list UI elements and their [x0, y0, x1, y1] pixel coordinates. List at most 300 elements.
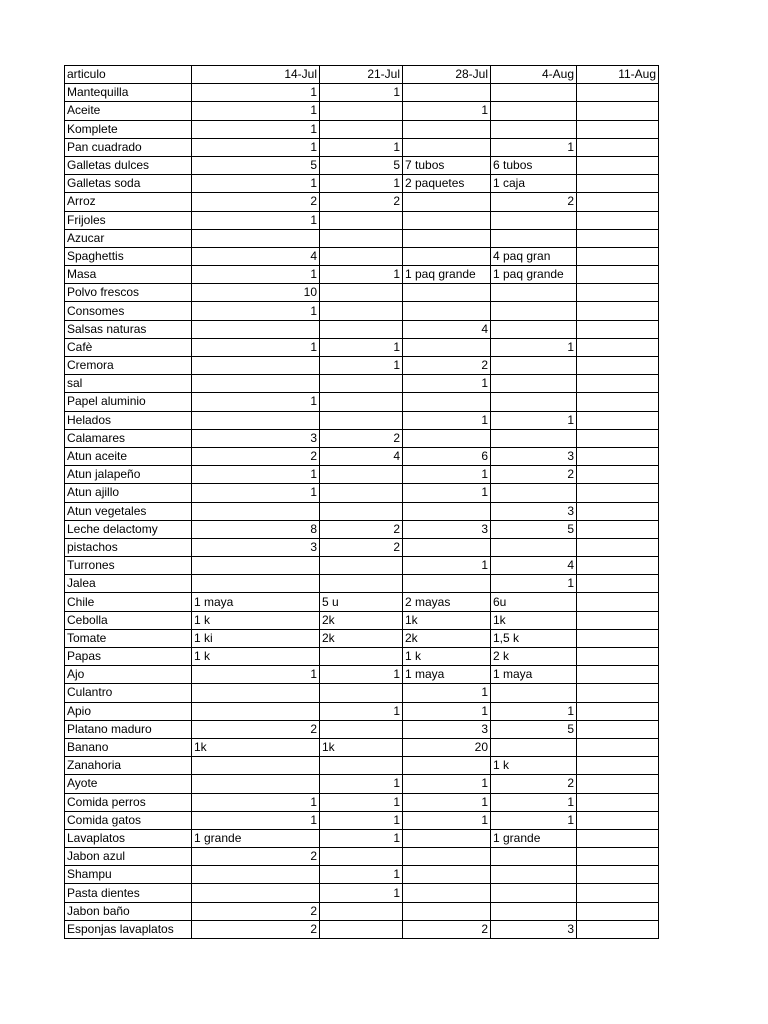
item-name-cell[interactable]: Banano	[65, 738, 192, 756]
quantity-cell[interactable]: 3	[192, 538, 320, 556]
quantity-cell[interactable]	[577, 848, 659, 866]
quantity-cell[interactable]	[577, 720, 659, 738]
quantity-cell[interactable]: 1 grande	[491, 829, 577, 847]
item-name-cell[interactable]: Masa	[65, 266, 192, 284]
quantity-cell[interactable]: 4	[403, 320, 491, 338]
quantity-cell[interactable]: 1 grande	[192, 829, 320, 847]
quantity-cell[interactable]: 2	[491, 193, 577, 211]
quantity-cell[interactable]: 1	[403, 484, 491, 502]
quantity-cell[interactable]: 1	[192, 393, 320, 411]
quantity-cell[interactable]: 6 tubos	[491, 156, 577, 174]
quantity-cell[interactable]	[577, 84, 659, 102]
quantity-cell[interactable]: 2	[320, 193, 403, 211]
table-row	[65, 538, 659, 556]
quantity-cell[interactable]	[491, 302, 577, 320]
quantity-cell[interactable]: 3	[403, 720, 491, 738]
quantity-cell[interactable]: 1	[320, 357, 403, 375]
quantity-cell[interactable]	[577, 629, 659, 647]
quantity-cell[interactable]: 1	[403, 775, 491, 793]
quantity-cell[interactable]	[491, 284, 577, 302]
quantity-cell[interactable]	[320, 684, 403, 702]
quantity-cell[interactable]	[192, 229, 320, 247]
quantity-cell[interactable]	[403, 429, 491, 447]
item-name-cell[interactable]: Lavaplatos	[65, 829, 192, 847]
item-name-cell[interactable]: Consomes	[65, 302, 192, 320]
quantity-cell[interactable]: 1	[403, 466, 491, 484]
quantity-cell[interactable]	[577, 375, 659, 393]
quantity-cell[interactable]: 6u	[491, 593, 577, 611]
quantity-cell[interactable]: 1	[192, 84, 320, 102]
item-name-cell[interactable]: Jalea	[65, 575, 192, 593]
quantity-cell[interactable]: 1	[320, 266, 403, 284]
quantity-cell[interactable]: 1k	[192, 738, 320, 756]
quantity-cell[interactable]	[577, 738, 659, 756]
quantity-cell[interactable]: 5	[320, 156, 403, 174]
quantity-cell[interactable]	[491, 738, 577, 756]
quantity-cell[interactable]: 1	[192, 466, 320, 484]
quantity-cell[interactable]: 10	[192, 284, 320, 302]
quantity-cell[interactable]	[192, 357, 320, 375]
quantity-cell[interactable]	[577, 502, 659, 520]
quantity-cell[interactable]: 1 k	[491, 757, 577, 775]
quantity-cell[interactable]	[491, 211, 577, 229]
quantity-cell[interactable]	[577, 211, 659, 229]
quantity-cell[interactable]: 5	[192, 156, 320, 174]
quantity-cell[interactable]: 1	[320, 702, 403, 720]
quantity-cell[interactable]	[192, 884, 320, 902]
item-name-cell[interactable]: Helados	[65, 411, 192, 429]
quantity-cell[interactable]	[320, 411, 403, 429]
quantity-cell[interactable]	[320, 757, 403, 775]
quantity-cell[interactable]	[320, 484, 403, 502]
quantity-cell[interactable]: 1	[320, 175, 403, 193]
quantity-cell[interactable]	[491, 484, 577, 502]
quantity-cell[interactable]	[577, 302, 659, 320]
quantity-cell[interactable]: 1	[403, 411, 491, 429]
quantity-cell[interactable]	[577, 557, 659, 575]
quantity-cell[interactable]	[577, 393, 659, 411]
quantity-cell[interactable]: 1 k	[192, 611, 320, 629]
quantity-cell[interactable]	[491, 429, 577, 447]
item-name-cell[interactable]: Aceite	[65, 102, 192, 120]
quantity-cell[interactable]: 1 k	[403, 648, 491, 666]
quantity-cell[interactable]	[577, 702, 659, 720]
quantity-cell[interactable]: 1	[491, 811, 577, 829]
item-name-cell[interactable]: Ajo	[65, 666, 192, 684]
item-name-cell[interactable]: Pasta dientes	[65, 884, 192, 902]
quantity-cell[interactable]	[491, 320, 577, 338]
header-cell-date[interactable]: 14-Jul	[192, 66, 320, 84]
quantity-cell[interactable]	[577, 193, 659, 211]
quantity-cell[interactable]: 1	[192, 266, 320, 284]
quantity-cell[interactable]	[577, 684, 659, 702]
quantity-cell[interactable]	[491, 684, 577, 702]
quantity-cell[interactable]	[577, 411, 659, 429]
quantity-cell[interactable]: 1	[320, 338, 403, 356]
quantity-cell[interactable]: 1	[192, 793, 320, 811]
item-name-cell[interactable]: Pan cuadrado	[65, 138, 192, 156]
quantity-cell[interactable]: 2	[192, 193, 320, 211]
quantity-cell[interactable]	[577, 284, 659, 302]
quantity-cell[interactable]	[577, 138, 659, 156]
quantity-cell[interactable]	[192, 575, 320, 593]
quantity-cell[interactable]: 4 paq gran	[491, 247, 577, 265]
item-name-cell[interactable]: Culantro	[65, 684, 192, 702]
item-name-cell[interactable]: Platano maduro	[65, 720, 192, 738]
item-name-cell[interactable]: Ayote	[65, 775, 192, 793]
quantity-cell[interactable]	[577, 429, 659, 447]
quantity-cell[interactable]: 2 mayas	[403, 593, 491, 611]
quantity-cell[interactable]: 1	[192, 120, 320, 138]
quantity-cell[interactable]	[192, 775, 320, 793]
item-name-cell[interactable]: Apio	[65, 702, 192, 720]
quantity-cell[interactable]: 7 tubos	[403, 156, 491, 174]
quantity-cell[interactable]: 2	[320, 429, 403, 447]
quantity-cell[interactable]: 1	[491, 793, 577, 811]
quantity-cell[interactable]: 1	[491, 338, 577, 356]
quantity-cell[interactable]: 1	[320, 666, 403, 684]
quantity-cell[interactable]	[403, 120, 491, 138]
quantity-cell[interactable]	[577, 611, 659, 629]
item-name-cell[interactable]: Atun jalapeño	[65, 466, 192, 484]
quantity-cell[interactable]	[577, 357, 659, 375]
quantity-cell[interactable]: 1 maya	[491, 666, 577, 684]
quantity-cell[interactable]: 1	[320, 793, 403, 811]
quantity-cell[interactable]: 2 k	[491, 648, 577, 666]
quantity-cell[interactable]: 1	[491, 575, 577, 593]
quantity-cell[interactable]: 1 maya	[192, 593, 320, 611]
quantity-cell[interactable]: 1	[491, 702, 577, 720]
quantity-cell[interactable]	[577, 593, 659, 611]
quantity-cell[interactable]: 1	[320, 811, 403, 829]
quantity-cell[interactable]	[491, 393, 577, 411]
item-name-cell[interactable]: pistachos	[65, 538, 192, 556]
quantity-cell[interactable]: 1	[192, 666, 320, 684]
quantity-cell[interactable]	[403, 211, 491, 229]
quantity-cell[interactable]: 1 maya	[403, 666, 491, 684]
item-name-cell[interactable]: Arroz	[65, 193, 192, 211]
quantity-cell[interactable]	[491, 229, 577, 247]
item-name-cell[interactable]: Atun aceite	[65, 447, 192, 465]
quantity-cell[interactable]	[403, 848, 491, 866]
quantity-cell[interactable]	[577, 920, 659, 938]
quantity-cell[interactable]: 1	[403, 684, 491, 702]
quantity-cell[interactable]	[491, 848, 577, 866]
quantity-cell[interactable]	[320, 575, 403, 593]
quantity-cell[interactable]	[320, 848, 403, 866]
quantity-cell[interactable]: 1	[320, 884, 403, 902]
quantity-cell[interactable]	[577, 466, 659, 484]
item-name-cell[interactable]: Chile	[65, 593, 192, 611]
quantity-cell[interactable]	[320, 211, 403, 229]
quantity-cell[interactable]: 1	[192, 175, 320, 193]
quantity-cell[interactable]: 2	[491, 775, 577, 793]
quantity-cell[interactable]: 5 u	[320, 593, 403, 611]
quantity-cell[interactable]: 2	[320, 538, 403, 556]
quantity-cell[interactable]	[192, 702, 320, 720]
quantity-cell[interactable]: 2	[192, 902, 320, 920]
quantity-cell[interactable]	[491, 375, 577, 393]
quantity-cell[interactable]	[192, 757, 320, 775]
quantity-cell[interactable]: 1	[192, 338, 320, 356]
quantity-cell[interactable]: 2	[491, 466, 577, 484]
header-cell-date[interactable]: 11-Aug	[577, 66, 659, 84]
item-name-cell[interactable]: Papel aluminio	[65, 393, 192, 411]
quantity-cell[interactable]: 1,5 k	[491, 629, 577, 647]
quantity-cell[interactable]	[192, 866, 320, 884]
quantity-cell[interactable]	[192, 320, 320, 338]
quantity-cell[interactable]	[577, 811, 659, 829]
item-name-cell[interactable]: Polvo frescos	[65, 284, 192, 302]
quantity-cell[interactable]	[403, 884, 491, 902]
quantity-cell[interactable]	[577, 902, 659, 920]
quantity-cell[interactable]	[320, 648, 403, 666]
quantity-cell[interactable]: 8	[192, 520, 320, 538]
item-name-cell[interactable]: Atun ajillo	[65, 484, 192, 502]
quantity-cell[interactable]	[320, 247, 403, 265]
quantity-cell[interactable]	[577, 757, 659, 775]
quantity-cell[interactable]	[320, 302, 403, 320]
quantity-cell[interactable]: 1	[320, 866, 403, 884]
quantity-cell[interactable]	[577, 102, 659, 120]
quantity-cell[interactable]	[577, 648, 659, 666]
table-row	[65, 320, 659, 338]
quantity-cell[interactable]	[320, 920, 403, 938]
quantity-cell[interactable]: 1 k	[192, 648, 320, 666]
quantity-cell[interactable]: 1k	[320, 738, 403, 756]
quantity-cell[interactable]	[491, 120, 577, 138]
quantity-cell[interactable]	[320, 720, 403, 738]
quantity-cell[interactable]	[403, 757, 491, 775]
quantity-cell[interactable]	[192, 684, 320, 702]
quantity-cell[interactable]	[491, 902, 577, 920]
quantity-cell[interactable]: 1	[320, 775, 403, 793]
quantity-cell[interactable]	[577, 829, 659, 847]
quantity-cell[interactable]	[192, 375, 320, 393]
quantity-cell[interactable]: 3	[403, 520, 491, 538]
item-name-cell[interactable]: Esponjas lavaplatos	[65, 920, 192, 938]
quantity-cell[interactable]: 2	[192, 848, 320, 866]
quantity-cell[interactable]: 1	[403, 793, 491, 811]
item-name-cell[interactable]: Azucar	[65, 229, 192, 247]
quantity-cell[interactable]	[491, 884, 577, 902]
quantity-cell[interactable]	[577, 247, 659, 265]
quantity-cell[interactable]: 4	[320, 447, 403, 465]
quantity-cell[interactable]	[192, 411, 320, 429]
quantity-cell[interactable]: 3	[491, 920, 577, 938]
item-name-cell[interactable]: Comida gatos	[65, 811, 192, 829]
quantity-cell[interactable]	[577, 666, 659, 684]
quantity-cell[interactable]	[320, 375, 403, 393]
quantity-cell[interactable]: 1	[403, 557, 491, 575]
quantity-cell[interactable]: 4	[192, 247, 320, 265]
spreadsheet-body	[65, 66, 659, 939]
quantity-cell[interactable]	[320, 557, 403, 575]
table-row	[65, 648, 659, 666]
item-name-cell[interactable]: Tomate	[65, 629, 192, 647]
item-name-cell[interactable]: Spaghettis	[65, 247, 192, 265]
quantity-cell[interactable]: 2	[320, 520, 403, 538]
item-name-cell[interactable]: Galletas soda	[65, 175, 192, 193]
quantity-cell[interactable]	[491, 84, 577, 102]
quantity-cell[interactable]	[403, 284, 491, 302]
item-name-cell[interactable]: Cebolla	[65, 611, 192, 629]
quantity-cell[interactable]	[577, 447, 659, 465]
quantity-cell[interactable]	[577, 520, 659, 538]
quantity-cell[interactable]	[192, 557, 320, 575]
quantity-cell[interactable]: 4	[491, 557, 577, 575]
quantity-cell[interactable]: 20	[403, 738, 491, 756]
quantity-cell[interactable]: 2	[192, 720, 320, 738]
quantity-cell[interactable]	[577, 575, 659, 593]
quantity-cell[interactable]: 1	[491, 411, 577, 429]
quantity-cell[interactable]: 3	[192, 429, 320, 447]
quantity-cell[interactable]: 1	[192, 811, 320, 829]
table-row	[65, 520, 659, 538]
quantity-cell[interactable]: 1	[192, 102, 320, 120]
quantity-cell[interactable]: 1	[320, 84, 403, 102]
item-name-cell[interactable]: Jabon baño	[65, 902, 192, 920]
quantity-cell[interactable]	[403, 829, 491, 847]
quantity-cell[interactable]	[577, 120, 659, 138]
quantity-cell[interactable]: 1	[192, 138, 320, 156]
quantity-cell[interactable]: 5	[491, 720, 577, 738]
item-name-cell[interactable]: Komplete	[65, 120, 192, 138]
quantity-cell[interactable]: 1	[192, 484, 320, 502]
item-name-cell[interactable]: Calamares	[65, 429, 192, 447]
table-row	[65, 829, 659, 847]
quantity-cell[interactable]: 2	[192, 447, 320, 465]
quantity-cell[interactable]	[403, 902, 491, 920]
quantity-cell[interactable]: 6	[403, 447, 491, 465]
item-name-cell[interactable]: Cafè	[65, 338, 192, 356]
item-name-cell[interactable]: Shampu	[65, 866, 192, 884]
quantity-cell[interactable]	[403, 393, 491, 411]
item-name-cell[interactable]: sal	[65, 375, 192, 393]
quantity-cell[interactable]	[491, 357, 577, 375]
quantity-cell[interactable]	[577, 538, 659, 556]
item-name-cell[interactable]: Frijoles	[65, 211, 192, 229]
quantity-cell[interactable]	[403, 229, 491, 247]
item-name-cell[interactable]: Comida perros	[65, 793, 192, 811]
quantity-cell[interactable]: 1 paq grande	[403, 266, 491, 284]
table-row	[65, 902, 659, 920]
quantity-cell[interactable]: 1 ki	[192, 629, 320, 647]
quantity-cell[interactable]: 1	[403, 811, 491, 829]
quantity-cell[interactable]	[403, 247, 491, 265]
quantity-cell[interactable]	[320, 284, 403, 302]
quantity-cell[interactable]	[403, 138, 491, 156]
quantity-cell[interactable]: 1 paq grande	[491, 266, 577, 284]
header-cell-date[interactable]: 4-Aug	[491, 66, 577, 84]
table-row	[65, 84, 659, 102]
header-cell-date[interactable]: 21-Jul	[320, 66, 403, 84]
quantity-cell[interactable]: 1	[192, 211, 320, 229]
table-row	[65, 102, 659, 120]
quantity-cell[interactable]	[403, 84, 491, 102]
quantity-cell[interactable]	[320, 466, 403, 484]
quantity-cell[interactable]	[491, 102, 577, 120]
item-name-cell[interactable]: Salsas naturas	[65, 320, 192, 338]
quantity-cell[interactable]	[320, 120, 403, 138]
header-cell-item[interactable]: articulo	[65, 66, 192, 84]
quantity-cell[interactable]	[403, 502, 491, 520]
quantity-cell[interactable]: 2k	[320, 611, 403, 629]
quantity-cell[interactable]	[577, 175, 659, 193]
item-name-cell[interactable]: Cremora	[65, 357, 192, 375]
quantity-cell[interactable]	[320, 393, 403, 411]
item-name-cell[interactable]: Jabon azul	[65, 848, 192, 866]
quantity-cell[interactable]	[320, 229, 403, 247]
item-name-cell[interactable]: Turrones	[65, 557, 192, 575]
quantity-cell[interactable]	[403, 338, 491, 356]
quantity-cell[interactable]: 1k	[403, 611, 491, 629]
quantity-cell[interactable]	[577, 775, 659, 793]
quantity-cell[interactable]	[403, 575, 491, 593]
quantity-cell[interactable]	[577, 266, 659, 284]
item-name-cell[interactable]: Galletas dulces	[65, 156, 192, 174]
quantity-cell[interactable]	[577, 338, 659, 356]
quantity-cell[interactable]	[403, 538, 491, 556]
table-row	[65, 611, 659, 629]
quantity-cell[interactable]: 1	[320, 829, 403, 847]
quantity-cell[interactable]: 1k	[491, 611, 577, 629]
quantity-cell[interactable]: 1	[491, 138, 577, 156]
quantity-cell[interactable]: 1	[192, 302, 320, 320]
quantity-cell[interactable]: 5	[491, 520, 577, 538]
item-name-cell[interactable]: Leche delactomy	[65, 520, 192, 538]
quantity-cell[interactable]	[491, 538, 577, 556]
quantity-cell[interactable]	[320, 502, 403, 520]
table-row	[65, 920, 659, 938]
quantity-cell[interactable]	[577, 866, 659, 884]
quantity-cell[interactable]: 1	[403, 102, 491, 120]
quantity-cell[interactable]	[577, 229, 659, 247]
quantity-cell[interactable]	[320, 102, 403, 120]
quantity-cell[interactable]	[577, 884, 659, 902]
quantity-cell[interactable]: 2 paquetes	[403, 175, 491, 193]
quantity-cell[interactable]	[192, 502, 320, 520]
header-cell-date[interactable]: 28-Jul	[403, 66, 491, 84]
quantity-cell[interactable]	[491, 866, 577, 884]
quantity-cell[interactable]: 1 caja	[491, 175, 577, 193]
item-name-cell[interactable]: Papas	[65, 648, 192, 666]
quantity-cell[interactable]: 1	[403, 375, 491, 393]
quantity-cell[interactable]: 3	[491, 447, 577, 465]
quantity-cell[interactable]	[320, 320, 403, 338]
item-name-cell[interactable]: Atun vegetales	[65, 502, 192, 520]
quantity-cell[interactable]	[403, 866, 491, 884]
quantity-cell[interactable]: 2	[403, 920, 491, 938]
quantity-cell[interactable]: 3	[491, 502, 577, 520]
table-row	[65, 338, 659, 356]
quantity-cell[interactable]	[577, 484, 659, 502]
quantity-cell[interactable]: 1	[320, 138, 403, 156]
quantity-cell[interactable]	[577, 320, 659, 338]
quantity-cell[interactable]: 2	[192, 920, 320, 938]
quantity-cell[interactable]: 1	[403, 702, 491, 720]
item-name-cell[interactable]: Mantequilla	[65, 84, 192, 102]
item-name-cell[interactable]: Zanahoria	[65, 757, 192, 775]
quantity-cell[interactable]	[403, 193, 491, 211]
quantity-cell[interactable]	[320, 902, 403, 920]
quantity-cell[interactable]: 2k	[403, 629, 491, 647]
quantity-cell[interactable]	[577, 793, 659, 811]
quantity-cell[interactable]: 2k	[320, 629, 403, 647]
quantity-cell[interactable]	[403, 302, 491, 320]
quantity-cell[interactable]: 2	[403, 357, 491, 375]
quantity-cell[interactable]	[577, 156, 659, 174]
